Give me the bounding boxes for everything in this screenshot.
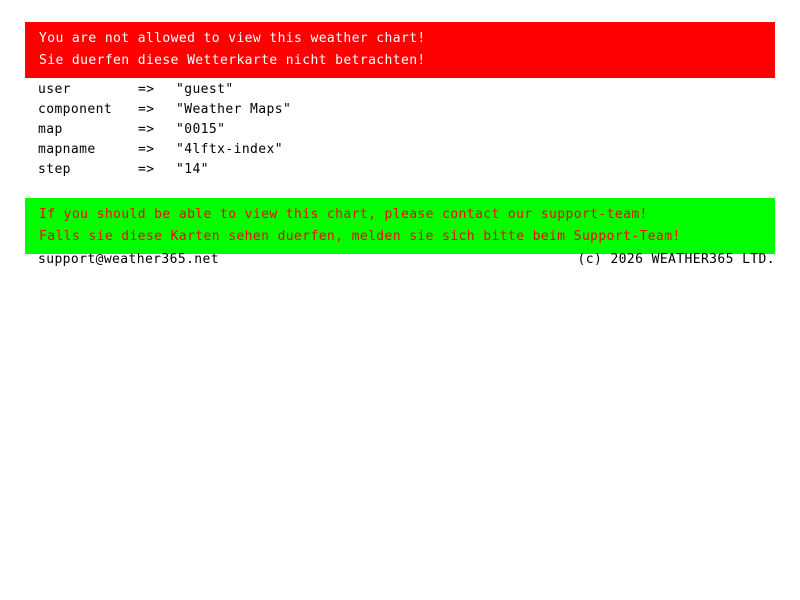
support-banner-line-de: Falls sie diese Karten sehen duerfen, melden sie sich bitte beim Support-Team! [39,229,681,244]
support-banner-line-en: If you should be able to view this chart, please contact our support-team! [39,207,648,222]
error-banner-line-de: Sie duerfen diese Wetterkarte nicht betrachten! [39,53,426,68]
param-value-map: "0015" [176,122,226,137]
param-value-step: "14" [176,162,209,177]
param-arrow-icon: => [138,142,155,157]
error-banner [25,22,775,78]
support-email-link[interactable]: support@weather365.net [38,252,219,267]
table-row [38,160,291,180]
table-row [38,120,291,140]
param-key-step: step [38,162,71,177]
param-key-user: user [38,82,71,97]
param-arrow-icon: => [138,102,155,117]
param-value-component: "Weather Maps" [176,102,292,117]
support-banner [25,198,775,254]
page-footer [38,250,775,270]
param-arrow-icon: => [138,82,155,97]
parameter-list [38,80,291,180]
param-key-mapname: mapname [38,142,96,157]
table-row [38,140,291,160]
param-arrow-icon: => [138,122,155,137]
param-value-user: "guest" [176,82,234,97]
param-key-map: map [38,122,63,137]
param-key-component: component [38,102,113,117]
copyright-text: (c) 2026 WEATHER365 LTD. [577,252,775,267]
parameter-table [38,80,291,180]
error-banner-line-en: You are not allowed to view this weather chart! [39,31,426,46]
param-arrow-icon: => [138,162,155,177]
table-row [38,80,291,100]
table-row [38,100,291,120]
param-value-mapname: "4lftx-index" [176,142,283,157]
